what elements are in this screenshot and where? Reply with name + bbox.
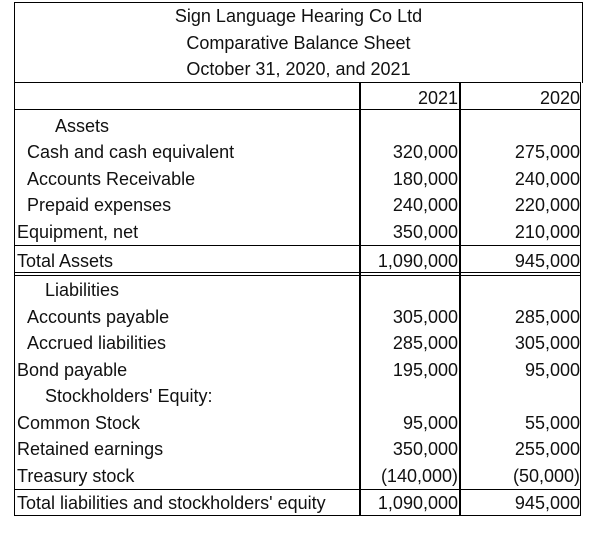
value-2021: 1,090,000	[377, 493, 458, 513]
value-2020: 210,000	[514, 222, 580, 242]
company-name: Sign Language Hearing Co Ltd	[174, 6, 423, 26]
row-label: Accrued liabilities	[27, 333, 167, 353]
table-row	[15, 436, 580, 462]
value-2020: 240,000	[514, 169, 580, 189]
value-2020: 945,000	[514, 251, 580, 271]
statement-title: Comparative Balance Sheet	[186, 33, 411, 53]
value-2020: 945,000	[514, 493, 580, 513]
value-2020: 220,000	[514, 195, 580, 215]
table-row	[15, 192, 580, 218]
double-underline	[15, 272, 580, 276]
table-row	[15, 219, 580, 245]
row-label: Prepaid expenses	[27, 195, 172, 215]
row-label: Stockholders' Equity:	[45, 386, 213, 406]
value-2021: 285,000	[392, 333, 458, 353]
statement-period: October 31, 2020, and 2021	[186, 59, 411, 79]
value-2021: 240,000	[392, 195, 458, 215]
table-row	[15, 113, 580, 139]
table-row	[15, 410, 580, 436]
value-2021: 350,000	[392, 222, 458, 242]
statement-header	[14, 2, 583, 83]
value-2021: 195,000	[392, 360, 458, 380]
value-2020: 55,000	[524, 413, 580, 433]
row-label: Retained earnings	[17, 439, 164, 459]
row-label: Common Stock	[17, 413, 141, 433]
table-row	[15, 277, 580, 303]
row-label: Accounts Receivable	[27, 169, 196, 189]
table-row-total	[15, 490, 580, 516]
table-row	[15, 463, 580, 489]
row-label: Assets	[55, 116, 110, 136]
year-2021-header: 2021	[417, 88, 458, 108]
row-label: Cash and cash equivalent	[27, 142, 235, 162]
row-label: Total Assets	[17, 251, 114, 271]
value-2021: 350,000	[392, 439, 458, 459]
value-2021: 1,090,000	[377, 251, 458, 271]
year-header-row	[15, 85, 580, 111]
value-2020: 285,000	[514, 307, 580, 327]
table-row	[15, 166, 580, 192]
value-2021: 305,000	[392, 307, 458, 327]
balance-sheet	[14, 2, 583, 518]
value-2020: 255,000	[514, 439, 580, 459]
table-row	[15, 383, 580, 409]
value-2021: 180,000	[392, 169, 458, 189]
header-divider	[15, 109, 580, 110]
value-2021: (140,000)	[380, 466, 458, 486]
table-row-total	[15, 248, 580, 274]
table-row	[15, 139, 580, 165]
row-label: Equipment, net	[17, 222, 139, 242]
balance-table	[14, 82, 581, 516]
value-2020: 275,000	[514, 142, 580, 162]
table-row	[15, 357, 580, 383]
table-row	[15, 304, 580, 330]
row-label: Accounts payable	[27, 307, 170, 327]
table-row	[15, 330, 580, 356]
value-2021: 95,000	[402, 413, 458, 433]
value-2021: 320,000	[392, 142, 458, 162]
year-2020-header: 2020	[539, 88, 580, 108]
row-label: Treasury stock	[17, 466, 135, 486]
value-2020: 95,000	[524, 360, 580, 380]
value-2020: 305,000	[514, 333, 580, 353]
value-2020: (50,000)	[512, 466, 580, 486]
row-label: Bond payable	[17, 360, 128, 380]
row-label: Liabilities	[45, 280, 120, 300]
subtotal-line	[15, 245, 580, 246]
row-label: Total liabilities and stockholders' equity	[17, 493, 326, 513]
